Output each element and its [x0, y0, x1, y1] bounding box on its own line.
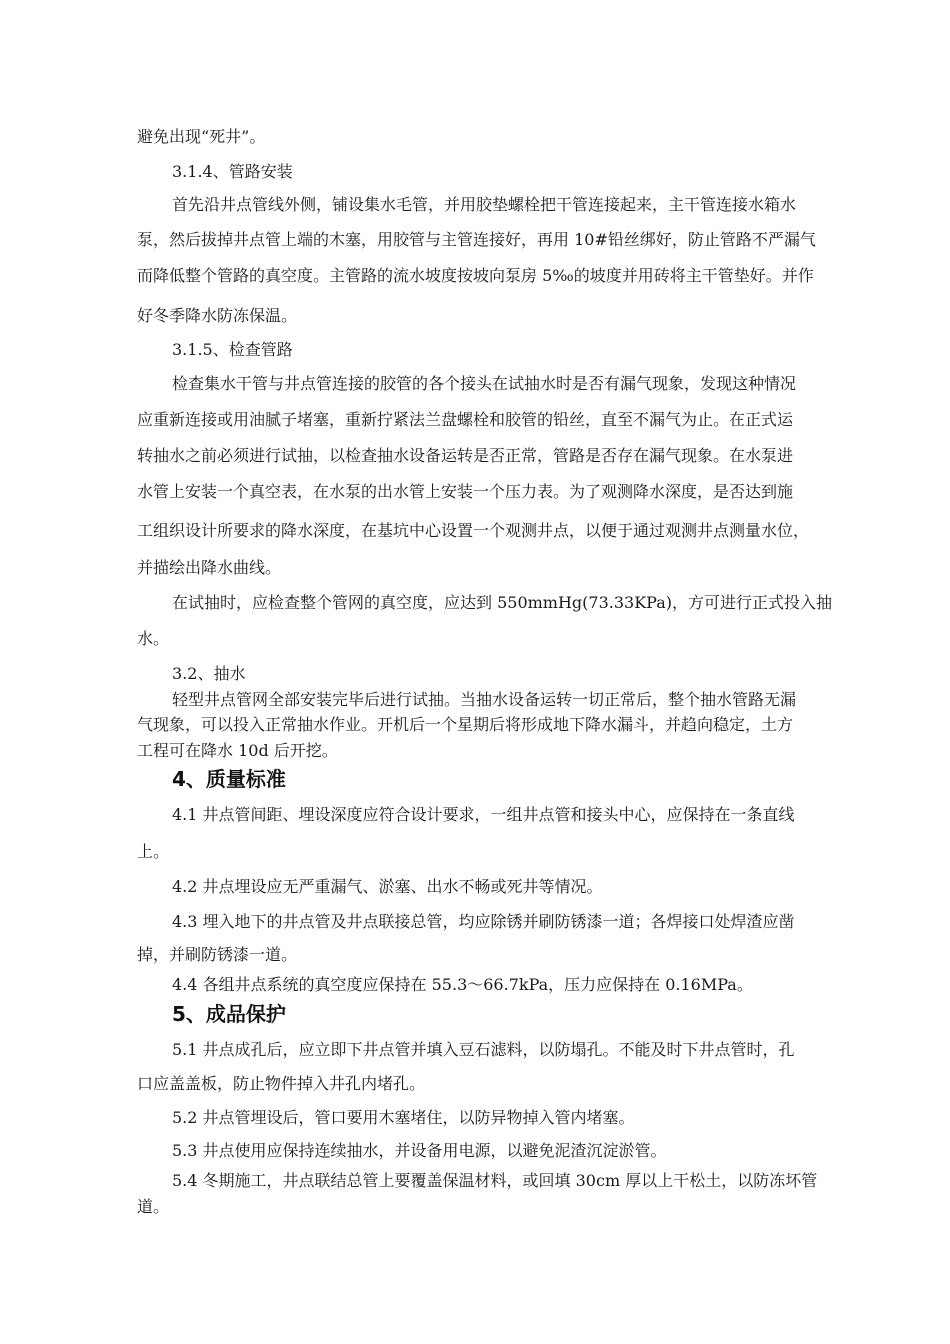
paragraph-line: 上。 — [137, 842, 170, 861]
paragraph-line: 工程可在降水 10d 后开挖。 — [137, 741, 338, 760]
section-heading-quality: 4、质量标准 — [172, 767, 286, 791]
paragraph-line: 掉，并刷防锈漆一道。 — [137, 945, 298, 964]
paragraph-line: 4.3 埋入地下的井点管及井点联接总管，均应除锈并刷防锈漆一道；各焊接口处焊渣应凿 — [172, 912, 795, 931]
paragraph-line: 4.2 井点埋设应无严重漏气、淤塞、出水不畅或死井等情况。 — [172, 877, 603, 896]
paragraph-line: 5.1 井点成孔后，应立即下井点管并填入豆石滤料，以防塌孔。不能及时下井点管时，孔 — [172, 1040, 795, 1059]
paragraph-line: 水。 — [137, 629, 170, 648]
paragraph-line: 5.3 井点使用应保持连续抽水，并设备用电源，以避免泥渣沉淀淤管。 — [172, 1141, 667, 1160]
paragraph-line: 水管上安装一个真空表，在水泵的出水管上安装一个压力表。为了观测降水深度，是否达到施 — [137, 482, 794, 501]
subsection-title: 3.2、抽水 — [172, 664, 246, 683]
paragraph-line: 检查集水干管与井点管连接的胶管的各个接头在试抽水时是否有漏气现象，发现这种情况 — [172, 374, 797, 393]
paragraph-line: 在试抽时，应检查整个管网的真空度，应达到 550mmHg(73.33KPa)，方可进行正式投入抽 — [172, 593, 832, 612]
paragraph-line: 转抽水之前必须进行试抽，以检查抽水设备运转是否正常，管路是否存在漏气现象。在水泵进 — [137, 446, 794, 465]
paragraph-line: 5.2 井点管埋设后，管口要用木塞堵住，以防异物掉入管内堵塞。 — [172, 1108, 635, 1127]
paragraph-line: 应重新连接或用油腻子堵塞，重新拧紧法兰盘螺栓和胶管的铅丝，直至不漏气为止。在正式运 — [137, 410, 794, 429]
paragraph-line: 4.4 各组井点系统的真空度应保持在 55.3～66.7kPa，压力应保持在 0.16MPa。 — [172, 975, 753, 994]
paragraph-line: 并描绘出降水曲线。 — [137, 558, 282, 577]
body-text-line: 避免出现“死井”。 — [137, 127, 266, 146]
paragraph-line: 气现象，可以投入正常抽水作业。开机后一个星期后将形成地下降水漏斗，并趋向稳定，土方 — [137, 715, 794, 734]
subsection-title: 3.1.4、管路安装 — [172, 162, 293, 181]
paragraph-line: 泵，然后拔掉井点管上端的木塞，用胶管与主管连接好，再用 10#铅丝绑好，防止管路不严漏气 — [137, 230, 816, 249]
paragraph-line: 而降低整个管路的真空度。主管路的流水坡度按坡向泵房 5‰的坡度并用砖将主干管垫好。并作 — [137, 266, 814, 285]
paragraph-line: 工组织设计所要求的降水深度，在基坑中心设置一个观测井点，以便于通过观测井点测量水位， — [137, 521, 810, 540]
subsection-title: 3.1.5、检查管路 — [172, 340, 293, 359]
paragraph-line: 口应盖盖板，防止物件掉入井孔内堵孔。 — [137, 1074, 426, 1093]
paragraph-line: 好冬季降水防冻保温。 — [137, 306, 298, 325]
section-heading-protection: 5、成品保护 — [172, 1002, 286, 1026]
paragraph-line: 5.4 冬期施工，井点联结总管上要覆盖保温材料，或回填 30cm 厚以上干松土，以防冻坏管 — [172, 1171, 818, 1190]
paragraph-line: 首先沿井点管线外侧，铺设集水毛管，并用胶垫螺栓把干管连接起来，主干管连接水箱水 — [172, 195, 797, 214]
paragraph-line: 道。 — [137, 1197, 170, 1216]
paragraph-line: 4.1 井点管间距、埋设深度应符合设计要求，一组井点管和接头中心，应保持在一条直线 — [172, 805, 795, 824]
paragraph-line: 轻型井点管网全部安装完毕后进行试抽。当抽水设备运转一切正常后，整个抽水管路无漏 — [172, 690, 797, 709]
